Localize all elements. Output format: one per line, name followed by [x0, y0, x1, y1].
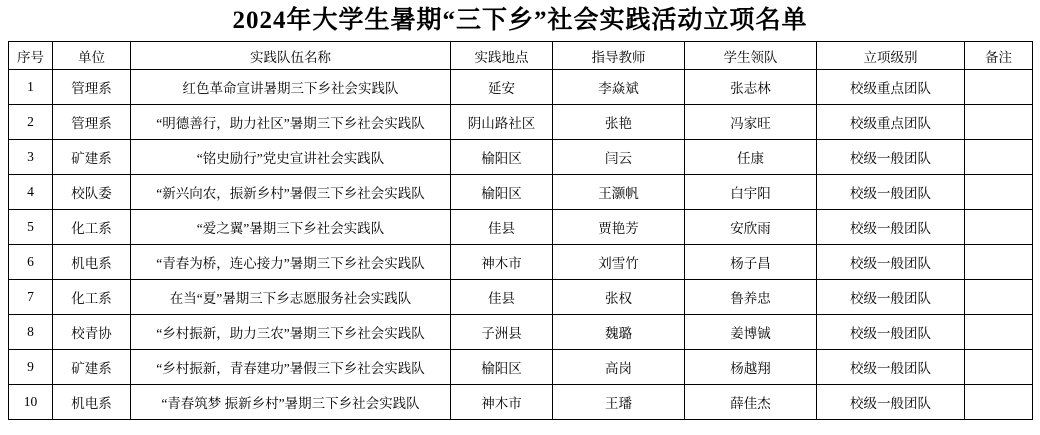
cell-remark [965, 280, 1033, 315]
column-header-place: 实践地点 [451, 42, 553, 70]
column-header-unit: 单位 [53, 42, 131, 70]
cell-place: 榆阳区 [451, 140, 553, 175]
cell-leader: 冯家旺 [685, 105, 817, 140]
cell-remark [965, 140, 1033, 175]
cell-remark [965, 245, 1033, 280]
cell-unit: 矿建系 [53, 140, 131, 175]
cell-teacher: 张权 [553, 280, 685, 315]
cell-team: “爱之翼”暑期三下乡社会实践队 [131, 210, 451, 245]
cell-team: “青春筑梦 振新乡村”暑期三下乡社会实践队 [131, 385, 451, 420]
cell-place: 神木市 [451, 385, 553, 420]
project-listing-table [8, 41, 1033, 420]
cell-seq: 9 [9, 350, 53, 385]
cell-teacher: 魏璐 [553, 315, 685, 350]
cell-level: 校级一般团队 [817, 350, 965, 385]
cell-place: 榆阳区 [451, 350, 553, 385]
cell-unit: 机电系 [53, 245, 131, 280]
cell-team: “铭史励行”党史宣讲社会实践队 [131, 140, 451, 175]
cell-teacher: 张艳 [553, 105, 685, 140]
table-row [9, 210, 1033, 245]
table-row [9, 385, 1033, 420]
cell-team: “乡村振新，助力三农”暑期三下乡社会实践队 [131, 315, 451, 350]
cell-seq: 3 [9, 140, 53, 175]
cell-leader: 安欣雨 [685, 210, 817, 245]
cell-remark [965, 70, 1033, 105]
cell-unit: 校青协 [53, 315, 131, 350]
cell-seq: 4 [9, 175, 53, 210]
page-title: 2024年大学生暑期“三下乡”社会实践活动立项名单 [232, 7, 808, 34]
cell-place: 神木市 [451, 245, 553, 280]
cell-level: 校级一般团队 [817, 140, 965, 175]
table-header [9, 42, 1033, 70]
cell-place: 榆阳区 [451, 175, 553, 210]
column-header-remark: 备注 [965, 42, 1033, 70]
cell-place: 阴山路社区 [451, 105, 553, 140]
cell-unit: 矿建系 [53, 350, 131, 385]
column-header-teacher: 指导教师 [553, 42, 685, 70]
cell-seq: 6 [9, 245, 53, 280]
cell-leader: 白宇阳 [685, 175, 817, 210]
cell-level: 校级一般团队 [817, 175, 965, 210]
cell-teacher: 闫云 [553, 140, 685, 175]
table-row [9, 315, 1033, 350]
cell-remark [965, 385, 1033, 420]
cell-level: 校级一般团队 [817, 315, 965, 350]
cell-remark [965, 105, 1033, 140]
cell-teacher: 李焱斌 [553, 70, 685, 105]
cell-teacher: 王璠 [553, 385, 685, 420]
cell-place: 延安 [451, 70, 553, 105]
cell-team: “明德善行，助力社区”暑期三下乡社会实践队 [131, 105, 451, 140]
table-row [9, 140, 1033, 175]
cell-unit: 校队委 [53, 175, 131, 210]
table-row [9, 70, 1033, 105]
cell-leader: 姜博铖 [685, 315, 817, 350]
cell-team: 在当“夏”暑期三下乡志愿服务社会实践队 [131, 280, 451, 315]
cell-leader: 张志林 [685, 70, 817, 105]
cell-seq: 7 [9, 280, 53, 315]
cell-level: 校级一般团队 [817, 385, 965, 420]
cell-leader: 薛佳杰 [685, 385, 817, 420]
cell-place: 佳县 [451, 280, 553, 315]
cell-level: 校级一般团队 [817, 245, 965, 280]
cell-teacher: 王灏帆 [553, 175, 685, 210]
cell-teacher: 高岗 [553, 350, 685, 385]
cell-leader: 杨越翔 [685, 350, 817, 385]
column-header-leader: 学生领队 [685, 42, 817, 70]
cell-team: 红色革命宣讲暑期三下乡社会实践队 [131, 70, 451, 105]
cell-level: 校级一般团队 [817, 280, 965, 315]
table-header-row [9, 42, 1033, 70]
cell-team: “乡村振新，青春建功”暑假三下乡社会实践队 [131, 350, 451, 385]
column-header-level: 立项级别 [817, 42, 965, 70]
cell-remark [965, 350, 1033, 385]
cell-teacher: 贾艳芳 [553, 210, 685, 245]
cell-unit: 化工系 [53, 210, 131, 245]
cell-unit: 管理系 [53, 105, 131, 140]
cell-unit: 化工系 [53, 280, 131, 315]
cell-teacher: 刘雪竹 [553, 245, 685, 280]
cell-leader: 任康 [685, 140, 817, 175]
cell-seq: 8 [9, 315, 53, 350]
table-body [9, 70, 1033, 420]
cell-team: “青春为桥，连心接力”暑期三下乡社会实践队 [131, 245, 451, 280]
cell-seq: 5 [9, 210, 53, 245]
cell-leader: 鲁养忠 [685, 280, 817, 315]
table-row [9, 245, 1033, 280]
cell-place: 佳县 [451, 210, 553, 245]
cell-level: 校级重点团队 [817, 105, 965, 140]
cell-seq: 2 [9, 105, 53, 140]
cell-remark [965, 315, 1033, 350]
table-row [9, 280, 1033, 315]
cell-level: 校级重点团队 [817, 70, 965, 105]
table-row [9, 175, 1033, 210]
cell-seq: 1 [9, 70, 53, 105]
cell-remark [965, 175, 1033, 210]
table-row [9, 105, 1033, 140]
column-header-seq: 序号 [9, 42, 53, 70]
cell-unit: 机电系 [53, 385, 131, 420]
cell-level: 校级一般团队 [817, 210, 965, 245]
table-row [9, 350, 1033, 385]
cell-seq: 10 [9, 385, 53, 420]
column-header-team: 实践队伍名称 [131, 42, 451, 70]
cell-leader: 杨子昌 [685, 245, 817, 280]
cell-place: 子洲县 [451, 315, 553, 350]
cell-team: “新兴向农，振新乡村”暑假三下乡社会实践队 [131, 175, 451, 210]
cell-unit: 管理系 [53, 70, 131, 105]
cell-remark [965, 210, 1033, 245]
